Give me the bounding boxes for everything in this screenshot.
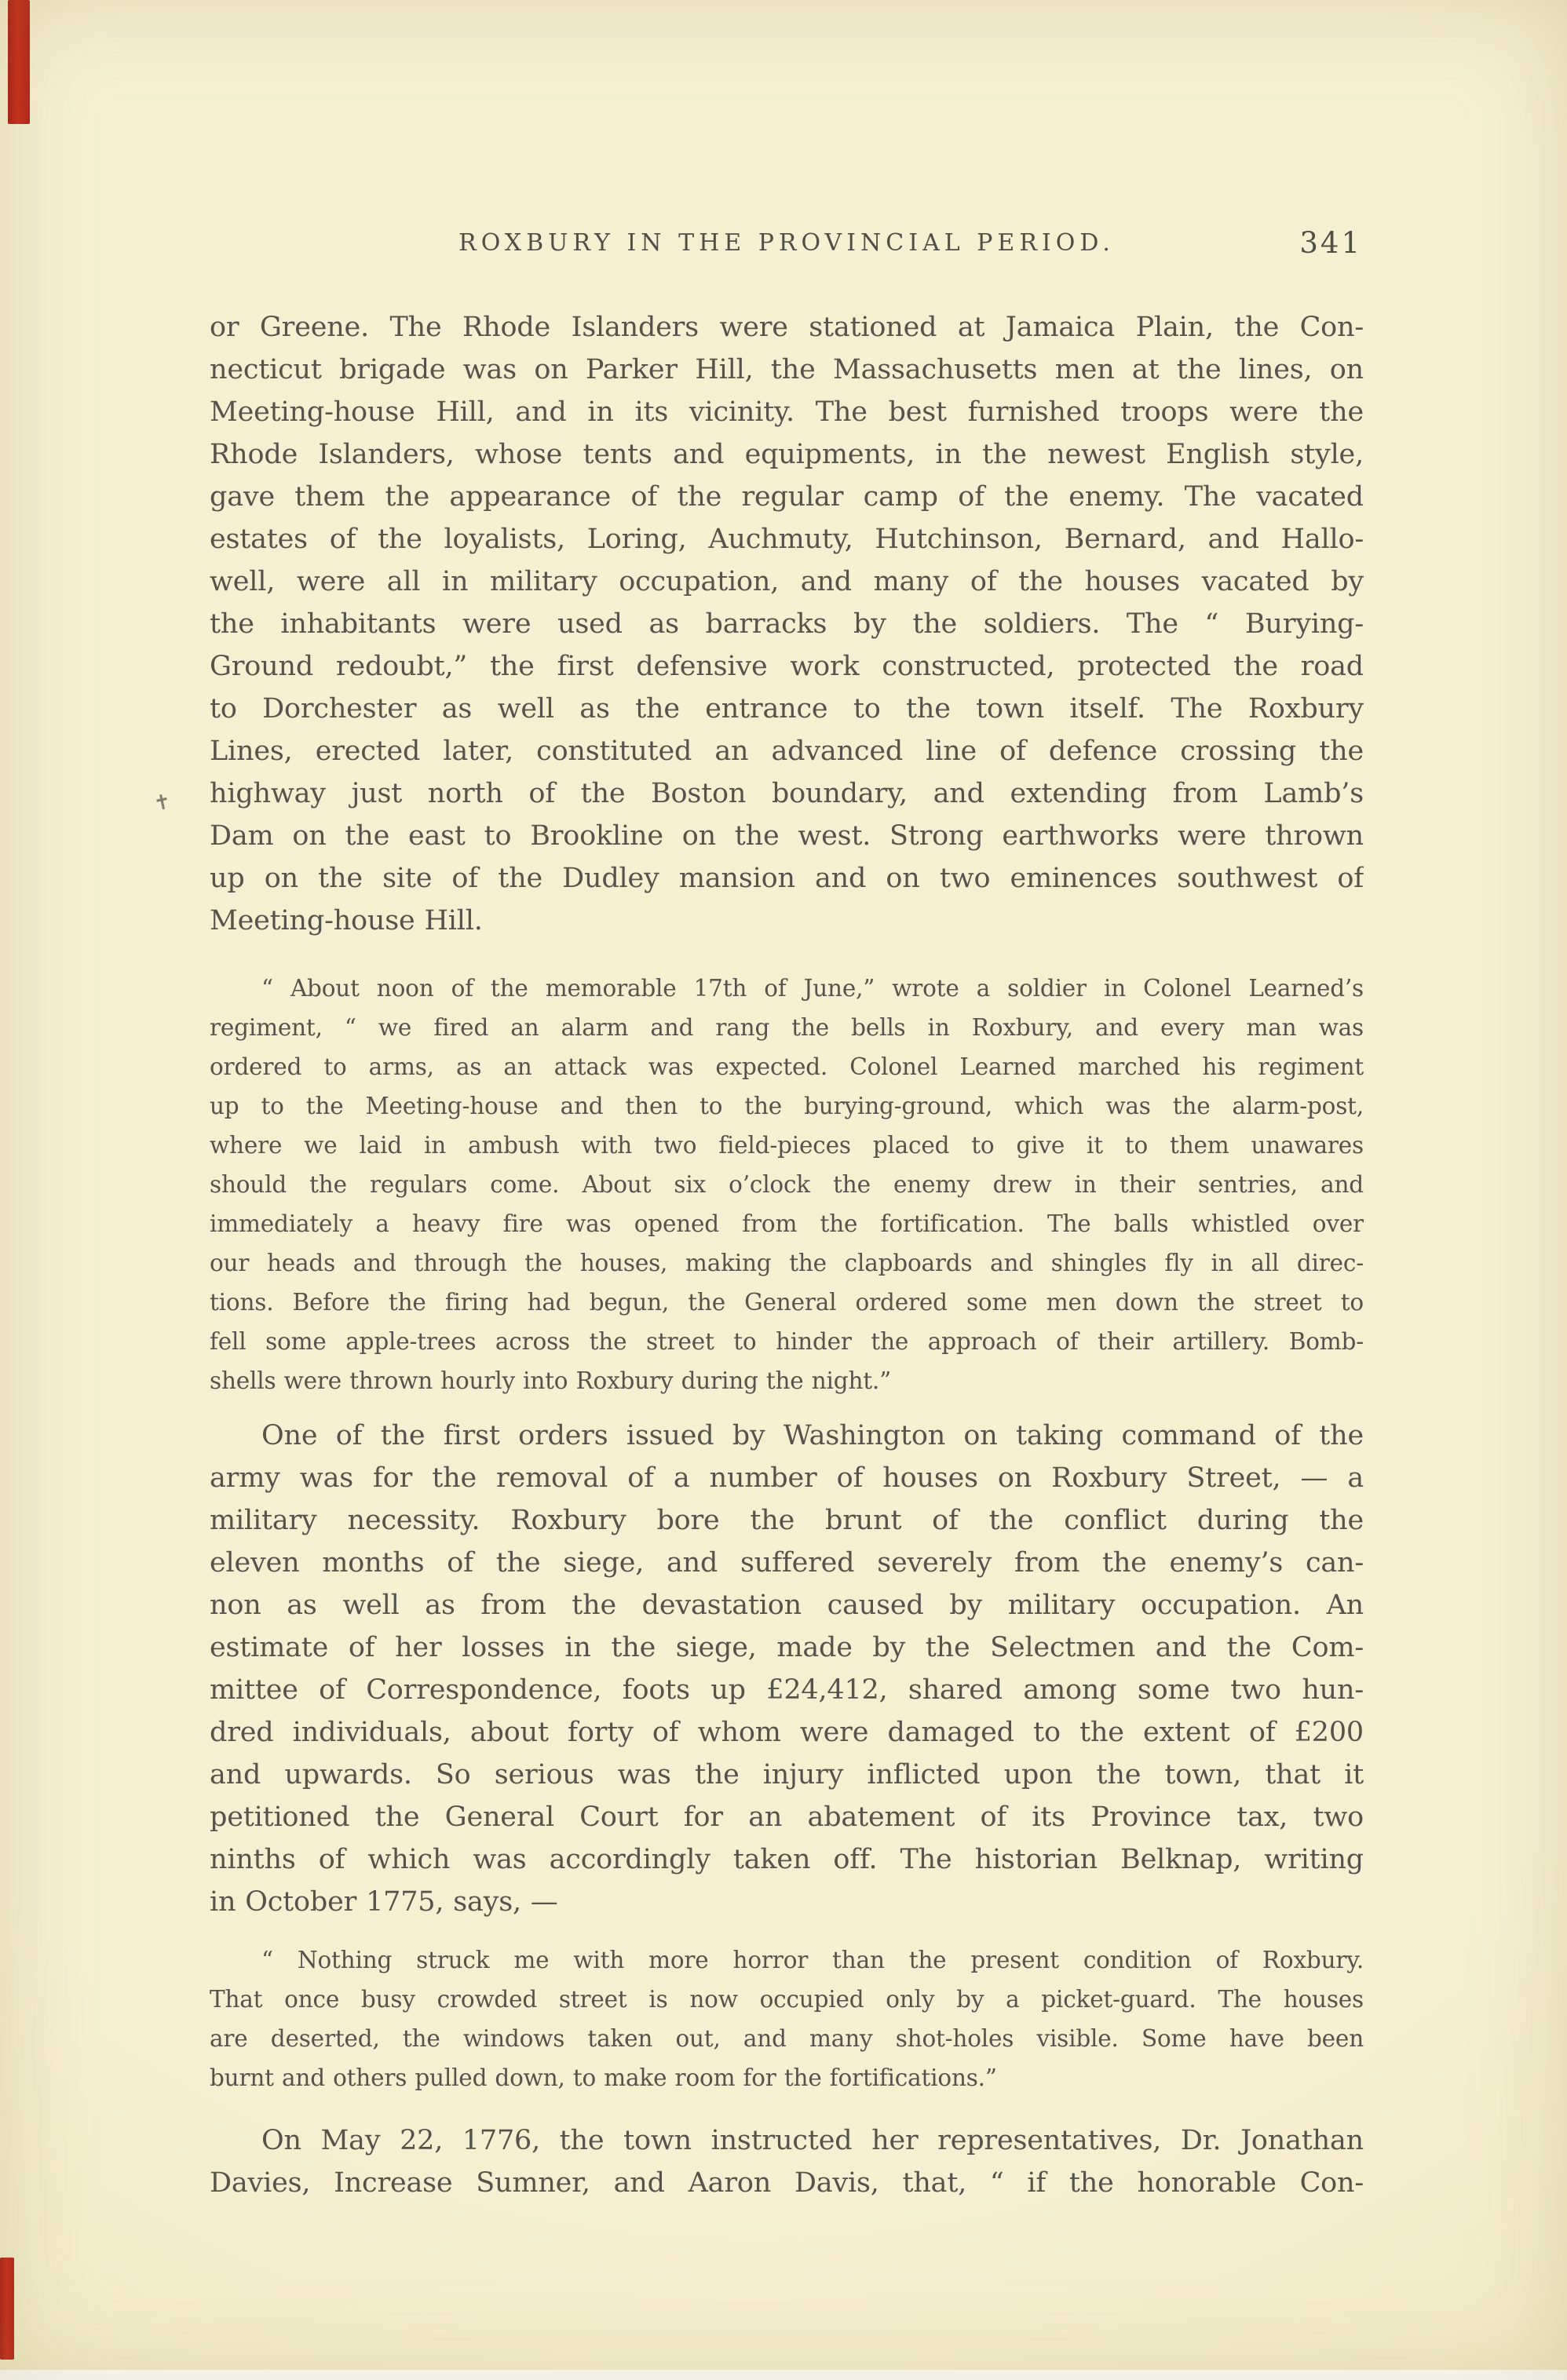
block-quote-paragraph bbox=[210, 1940, 1364, 2097]
text-line: Lines, erected later, constituted an advanced line of defence crossing the bbox=[210, 736, 1364, 767]
text-line: gave them the appearance of the regular camp of the enemy. The vacated bbox=[210, 481, 1364, 513]
text-line: and upwards. So serious was the injury inflicted upon the town, that it bbox=[210, 1759, 1364, 1790]
red-binding-mark-bottom bbox=[0, 2258, 14, 2360]
text-line: the inhabitants were used as barracks by the soldiers. The “ Burying- bbox=[210, 608, 1364, 640]
text-line: military necessity. Roxbury bore the brunt of the conflict during the bbox=[210, 1505, 1364, 1536]
text-line: burnt and others pulled down, to make room for the fortifications.” bbox=[210, 2064, 997, 2091]
text-line: tions. Before the firing had begun, the General ordered some men down the street to bbox=[210, 1289, 1364, 1316]
text-line: up to the Meeting-house and then to the burying-ground, which was the alarm-post, bbox=[210, 1093, 1364, 1119]
text-line: well, were all in military occupation, and many of the houses vacated by bbox=[210, 566, 1364, 597]
margin-pen-mark: ✝ bbox=[152, 790, 174, 816]
text-line: our heads and through the houses, making the clapboards and shingles fly in all direc- bbox=[210, 1250, 1364, 1276]
page-content bbox=[210, 226, 1364, 2204]
text-line: shells were thrown hourly into Roxbury during the night.” bbox=[210, 1367, 891, 1394]
text-line: petitioned the General Court for an abatement of its Province tax, two bbox=[210, 1801, 1364, 1833]
text-line: “ About noon of the memorable 17th of June,” wrote a soldier in Colonel Learned’s bbox=[261, 975, 1364, 1002]
red-binding-mark-top bbox=[8, 0, 30, 124]
text-line: estates of the loyalists, Loring, Auchmuty, Hutchinson, Bernard, and Hallo- bbox=[210, 524, 1364, 555]
text-line: up on the site of the Dudley mansion and on two eminences southwest of bbox=[210, 863, 1364, 894]
text-line: eleven months of the siege, and suffered severely from the enemy’s can- bbox=[210, 1547, 1364, 1579]
text-line: ninths of which was accordingly taken off. The historian Belknap, writing bbox=[210, 1844, 1364, 1875]
text-line: Davies, Increase Sumner, and Aaron Davis, that, “ if the honorable Con- bbox=[210, 2167, 1364, 2199]
text-line: Meeting-house Hill, and in its vicinity. The best furnished troops were the bbox=[210, 396, 1364, 428]
body-paragraph bbox=[210, 306, 1364, 942]
text-line: estimate of her losses in the siege, made by the Selectmen and the Com- bbox=[210, 1632, 1364, 1663]
text-line: in October 1775, says, — bbox=[210, 1886, 558, 1918]
text-line: mittee of Correspondence, foots up £24,412, shared among some two hun- bbox=[210, 1674, 1364, 1706]
text-line: Ground redoubt,” the first defensive work constructed, protected the road bbox=[210, 651, 1364, 682]
text-line: One of the first orders issued by Washington on taking command of the bbox=[261, 1420, 1364, 1451]
body-paragraph bbox=[210, 1414, 1364, 1923]
text-line: necticut brigade was on Parker Hill, the Massachusetts men at the lines, on bbox=[210, 354, 1364, 385]
text-line: army was for the removal of a number of houses on Roxbury Street, — a bbox=[210, 1462, 1364, 1494]
text-line: Dam on the east to Brookline on the west. Strong earthworks were thrown bbox=[210, 820, 1364, 852]
scan-edge-bottom bbox=[0, 2370, 1567, 2380]
text-line: or Greene. The Rhode Islanders were stationed at Jamaica Plain, the Con- bbox=[210, 312, 1364, 343]
text-line: regiment, “ we fired an alarm and rang the bells in Roxbury, and every man was bbox=[210, 1014, 1364, 1041]
body-paragraph bbox=[210, 2119, 1364, 2204]
text-line: “ Nothing struck me with more horror than the present condition of Roxbury. bbox=[261, 1947, 1364, 1973]
text-line: immediately a heavy fire was opened from the fortification. The balls whistled over bbox=[210, 1210, 1364, 1237]
text-line: That once busy crowded street is now occupied only by a picket-guard. The houses bbox=[210, 1986, 1364, 2013]
text-line: highway just north of the Boston boundary, and extending from Lamb’s bbox=[210, 778, 1364, 809]
page-title: ROXBURY IN THE PROVINCIAL PERIOD. bbox=[458, 229, 1115, 257]
text-flow bbox=[210, 306, 1364, 2204]
text-line: On May 22, 1776, the town instructed her representatives, Dr. Jonathan bbox=[261, 2125, 1364, 2156]
text-line: fell some apple-trees across the street to hinder the approach of their artillery. Bomb- bbox=[210, 1328, 1364, 1355]
block-quote-paragraph bbox=[210, 969, 1364, 1400]
page-number: 341 bbox=[1299, 226, 1362, 260]
text-line: dred individuals, about forty of whom were damaged to the extent of £200 bbox=[210, 1717, 1364, 1748]
text-line: are deserted, the windows taken out, and many shot-holes visible. Some have been bbox=[210, 2025, 1364, 2052]
running-head bbox=[210, 226, 1364, 265]
text-line: where we laid in ambush with two field-pieces placed to give it to them unawares bbox=[210, 1132, 1364, 1159]
text-line: ordered to arms, as an attack was expected. Colonel Learned marched his regiment bbox=[210, 1053, 1364, 1080]
text-line: non as well as from the devastation caused by military occupation. An bbox=[210, 1590, 1364, 1621]
text-line: should the regulars come. About six o’clock the enemy drew in their sentries, and bbox=[210, 1171, 1364, 1198]
text-line: to Dorchester as well as the entrance to the town itself. The Roxbury bbox=[210, 693, 1364, 725]
text-line: Rhode Islanders, whose tents and equipments, in the newest English style, bbox=[210, 439, 1364, 470]
text-line: Meeting-house Hill. bbox=[210, 905, 483, 936]
